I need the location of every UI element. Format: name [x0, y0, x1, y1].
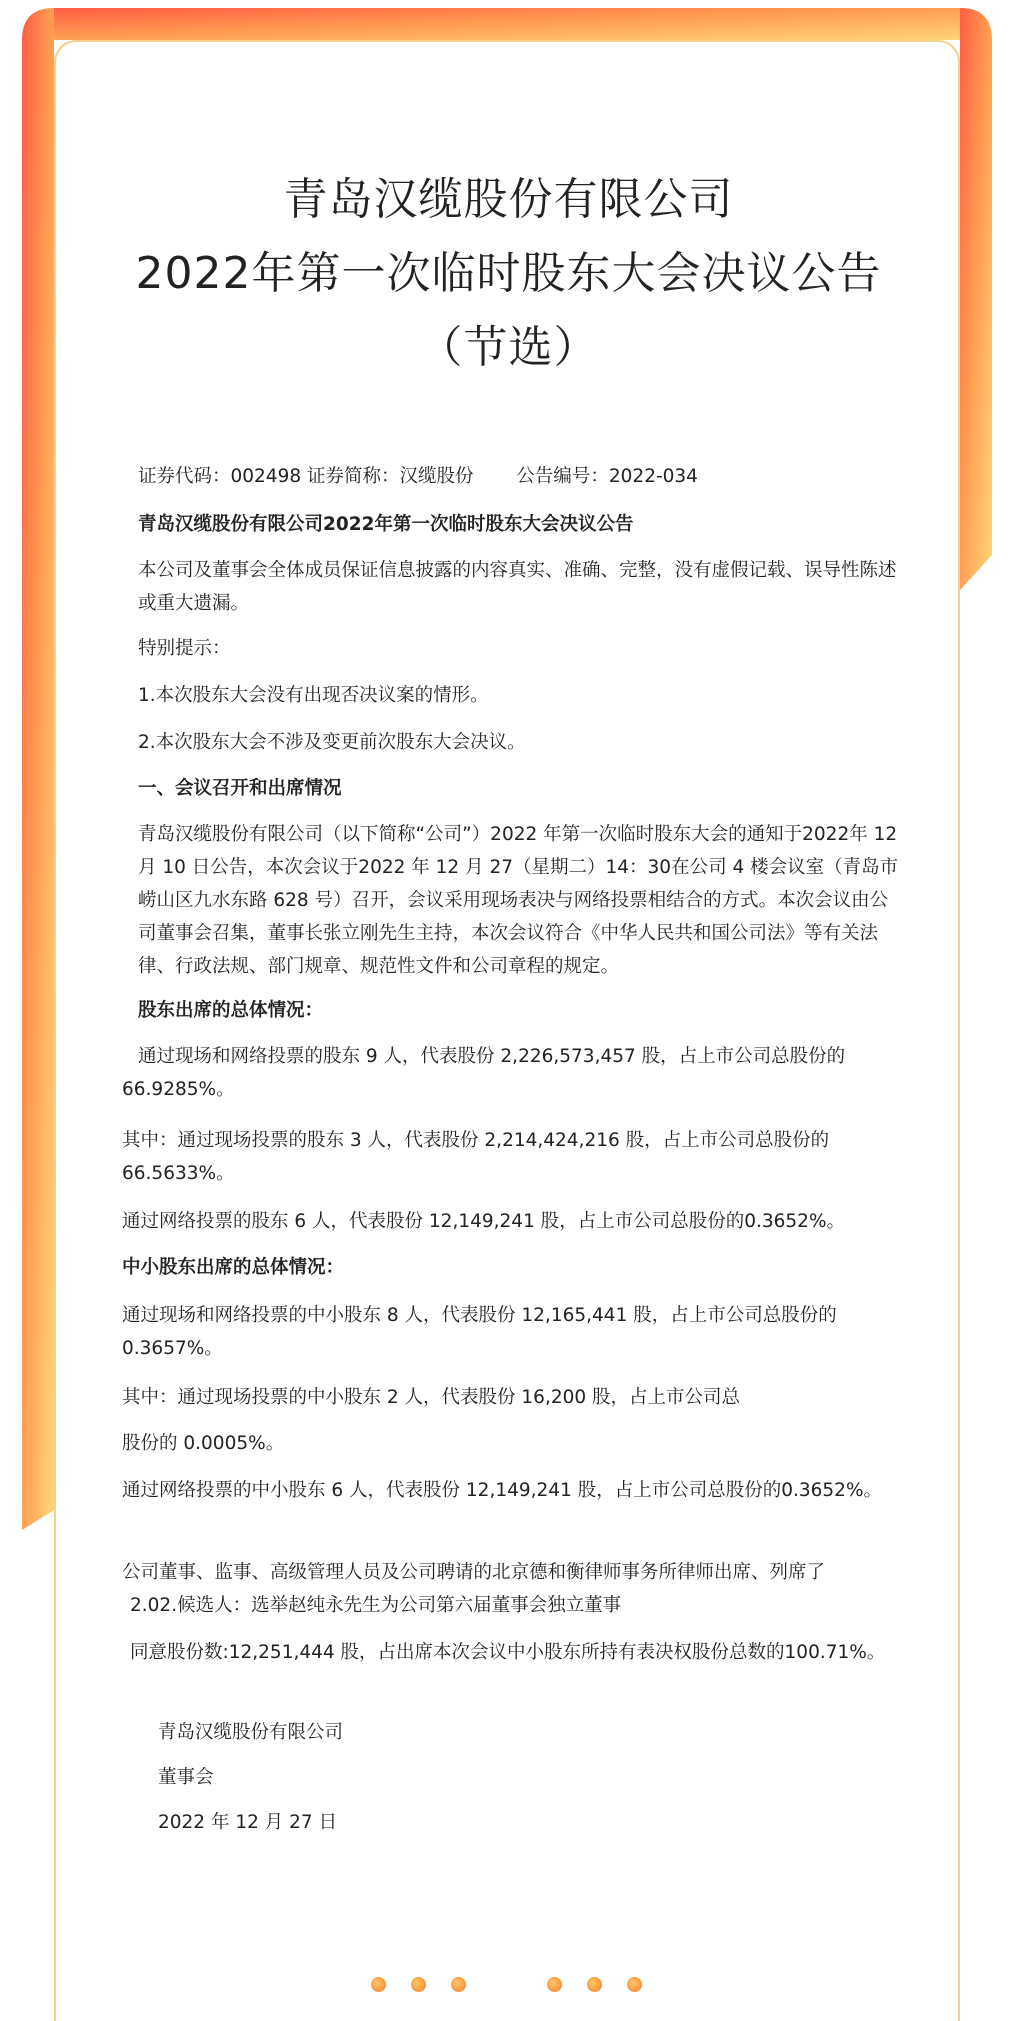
announcement-heading: 青岛汉缆股份有限公司2022年第一次临时股东大会决议公告: [138, 514, 634, 535]
consent-text: 同意股份数:12,251,444 股，占出席本次会议中小股东所持有表决权股份总数的100.71%。: [130, 1642, 886, 1663]
attendees-text: 公司董事、监事、高级管理人员及公司聘请的北京德和衡律师事务所律师出席、列席了: [122, 1562, 826, 1583]
signature-board: 董事会: [158, 1767, 214, 1788]
special-tips-label: 特别提示：: [138, 638, 231, 659]
title-company: 青岛汉缆股份有限公司: [283, 174, 734, 225]
dot-icon: [411, 1977, 426, 1992]
attendance-heading: 股东出席的总体情况：: [138, 1000, 324, 1021]
dot-icon: [627, 1977, 642, 1992]
title-announcement: 2022年第一次临时股东大会决议公告: [135, 248, 882, 299]
tip-2: 2.本次股东大会不涉及变更前次股东大会决议。: [138, 732, 526, 753]
section-1-text: 青岛汉缆股份有限公司（以下简称“公司”）2022 年第一次临时股东大会的通知于2022年 12 月 10 日公告，本次会议于2022 年 12 月 27（星期二）14：30在公司 4 楼会议室（青岛市崂山区九水东路 628 号）召开，会议采用现场表决与网络投票相结合的方式。本次会议由公司董事会召集，董事长张立刚先生主持，本次会议符合《中华人民共和国公司法》等有关法律、行政法规、部门规章、规范性文件和公司章程的规定。: [138, 824, 899, 977]
tip-1: 1.本次股东大会没有出现否决议案的情形。: [138, 685, 489, 706]
disclosure-statement: 本公司及董事会全体成员保证信息披露的内容真实、准确、完整，没有虚假记载、误导性陈述或重大遗漏。: [138, 560, 897, 614]
section-1-heading: 一、会议召开和出席情况: [138, 778, 342, 799]
attendance-onsite: 其中：通过现场投票的股东 3 人，代表股份 2,214,424,216 股，占上市公司总股份的66.5633%。: [122, 1130, 830, 1184]
minority-total: 通过现场和网络投票的中小股东 8 人，代表股份 12,165,441 股，占上市公司总股份的0.3657%。: [122, 1305, 837, 1359]
attendance-online: 通过网络投票的股东 6 人，代表股份 12,149,241 股，占上市公司总股份的0.3652%。: [122, 1211, 846, 1232]
dot-icon: [451, 1977, 466, 1992]
title-excerpt: （节选）: [418, 322, 599, 373]
minority-onsite-a: 其中：通过现场投票的中小股东 2 人，代表股份 16,200 股，占上市公司总: [122, 1387, 741, 1408]
securities-code-line: 证券代码：002498 证券简称：汉缆股份 公告编号：2022-034: [138, 466, 698, 487]
attendance-total: 通过现场和网络投票的股东 9 人，代表股份 2,226,573,457 股，占上市公司总股份的66.9285%。: [122, 1046, 846, 1100]
dot-icon: [371, 1977, 386, 1992]
minority-onsite-b: 股份的 0.0005%。: [122, 1433, 285, 1454]
signature-date: 2022 年 12 月 27 日: [158, 1812, 338, 1833]
signature-company: 青岛汉缆股份有限公司: [158, 1722, 344, 1743]
dot-icon: [587, 1977, 602, 1992]
dot-icon: [547, 1977, 562, 1992]
minority-heading: 中小股东出席的总体情况：: [122, 1257, 345, 1278]
minority-online: 通过网络投票的中小股东 6 人，代表股份 12,149,241 股，占上市公司总股份的0.3652%。: [122, 1480, 883, 1501]
candidate-text: 2.02.候选人：选举赵纯永先生为公司第六届董事会独立董事: [130, 1595, 622, 1616]
